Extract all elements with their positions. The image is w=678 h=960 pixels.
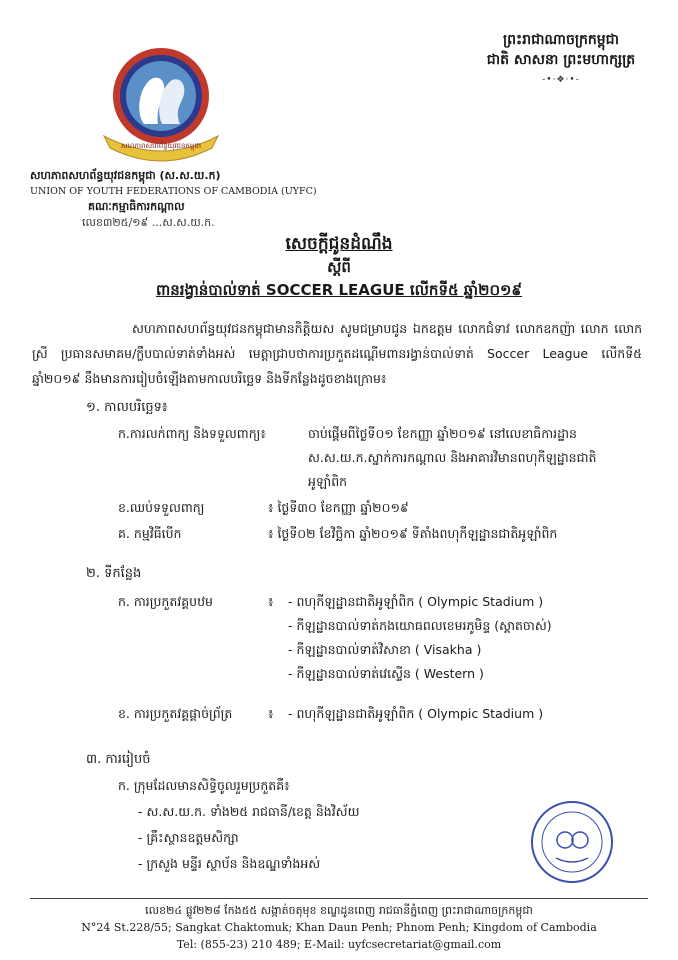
reference-number: លេខ៣២៥/១៩ ...ស.ស.យ.ក. bbox=[82, 216, 215, 229]
footer-address-en: N°24 St.228/55; Sangkat Chaktomuk; Khan Daun Penh; Phnom Penh; Kingdom of Cambodia bbox=[81, 921, 597, 934]
footer-contact: Tel: (855-23) 210 489; E-Mail: uyfcsecretariat@gmail.com bbox=[176, 938, 502, 951]
kingdom-line-1: ព្រះរាជាណាចក្រកម្ពុជា bbox=[502, 32, 619, 48]
title-subject: ពានរង្វាន់បាល់ទាត់ SOCCER LEAGUE លើកទី៥ ឆ្នាំ២០១៩ bbox=[155, 281, 523, 299]
footer-address-kh: លេខ២៤ ផ្លូវ២២៨ កែង៥៥ សង្កាត់ចតុមុខ ខណ្ឌដូនពេញ រាជធានីភ្នំពេញ ព្រះរាជាណាចក្រកម្ពុជា bbox=[145, 904, 533, 917]
venue-item-final: - ពហុកីឡដ្ឋានជាតិអូឡាំពិក ( Olympic Stadium ) bbox=[288, 706, 544, 721]
venue-item: - កីឡដ្ឋានបាល់ទាត់វិសាខា ( Visakha ) bbox=[288, 642, 482, 657]
participant-item: - ស.ស.យ.ក. ទាំង២៥ រាជធានី/ខេត្ត និងវិស័យ bbox=[138, 804, 360, 819]
s1-a-value-1: ចាប់ផ្តើមពីថ្ងៃទី០១ ខែកញ្ញា ឆ្នាំ២០១៩ នៅលេខាធិការដ្ឋាន bbox=[308, 426, 577, 441]
s2-a-label: ក. ការប្រកួតវគ្គបឋម bbox=[118, 594, 213, 609]
s2-b-label: ខ. ការប្រកួតវគ្គផ្តាច់ព្រ័ត្រ bbox=[118, 706, 233, 721]
kingdom-heading bbox=[466, 30, 656, 90]
s1-b-value: ៖ ថ្ងៃទី៣០ ខែកញ្ញា ឆ្នាំ២០១៩ bbox=[268, 500, 409, 515]
logo-ribbon-text: សហភាពសហព័ន្ធយុវជនកម្ពុជា bbox=[121, 142, 201, 150]
title-about: ស្តីពី bbox=[327, 258, 351, 276]
uyfc-logo bbox=[96, 44, 226, 164]
s2-b-colon: ៖ bbox=[268, 706, 274, 721]
organization-block bbox=[30, 168, 330, 231]
section-1-heading: ១. កាលបរិច្ឆេទ៖ bbox=[86, 400, 168, 415]
section-3-heading: ៣. ការរៀបចំ bbox=[86, 752, 151, 767]
s1-a-value-2: ស.ស.យ.ក.ស្នាក់ការកណ្តាល និងអាគារវិមានពហុកីឡដ្ឋានជាតិ bbox=[308, 450, 597, 465]
title-announcement: សេចក្តីជូនដំណឹង bbox=[285, 234, 393, 254]
venue-item: - កីឡដ្ឋានបាល់ទាត់វេស្ទើន ( Western ) bbox=[288, 666, 484, 681]
section-2-heading: ២. ទីកន្លែង bbox=[86, 566, 142, 581]
venue-item: - កីឡដ្ឋានបាល់ទាត់កងយោធពលខេមរភូមិន្ទ (ស្តាតចាស់) bbox=[288, 618, 552, 633]
org-department: គណៈកម្មាធិការកណ្តាល bbox=[88, 200, 185, 213]
s1-c-value: ៖ ថ្ងៃទី០២ ខែវិច្ឆិកា ឆ្នាំ២០១៩ ទីតាំងពហុកីឡដ្ឋានជាតិអូឡាំពិក bbox=[268, 526, 558, 541]
s1-a-value-3: អូឡាំពិក bbox=[308, 474, 348, 489]
participant-item: - គ្រឹះស្ថានឧត្តមសិក្សា bbox=[138, 830, 239, 845]
footer-divider bbox=[30, 898, 648, 899]
participant-item: - ក្រសួង មន្ទីរ ស្ថាប័ន និងឧណ្ឌទាំងអស់ bbox=[138, 856, 321, 871]
document-title bbox=[0, 232, 678, 302]
venue-item: - ពហុកីឡដ្ឋានជាតិអូឡាំពិក ( Olympic Stadium ) bbox=[288, 594, 544, 609]
kingdom-line-2: ជាតិ សាសនា ព្រះមហាក្សត្រ bbox=[486, 52, 636, 68]
kingdom-ornament: -•·❖·•- bbox=[542, 75, 580, 85]
official-stamp bbox=[530, 800, 614, 884]
s1-c-label: គ. កម្មវិធីបើក bbox=[118, 526, 182, 541]
s2-a-colon: ៖ bbox=[268, 594, 274, 609]
org-name-en: UNION OF YOUTH FEDERATIONS OF CAMBODIA (UYFC) bbox=[30, 186, 317, 197]
s1-b-label: ខ.ឈប់ទទួលពាក្យ bbox=[118, 500, 205, 515]
s1-a-label: ក.ការលក់ពាក្យ និងទទួលពាក្យ៖ bbox=[118, 426, 266, 441]
footer-address bbox=[0, 902, 678, 953]
s3-a-label: ក. ក្រុមដែលមានសិទ្ធិចូលរួមប្រកួតគឺ៖ bbox=[118, 778, 290, 793]
org-name-kh: សហភាពសហព័ន្ធយុវជនកម្ពុជា (ស.ស.យ.ក) bbox=[30, 169, 221, 182]
intro-paragraph: សហភាពសហព័ន្ធយុវជនកម្ពុជាមានកិត្តិយស សូមជម្រាបជូន ឯកឧត្តម លោកជំទាវ លោកឧកញ៉ា លោក លោកស្រី ប្រធានសមាគម/ក្លឹបបាល់ទាត់ទាំងអស់ មេត្តាជ្រាបថាការប្រកួតដណ្តើមពានរង្វាន់បាល់ទាត់ Soccer League លើកទី៥ ឆ្នាំ២០១៩ នឹងមានការរៀបចំឡើងតាមកាលបរិច្ឆេទ និងទីកន្លែងដូចខាងក្រោម៖ bbox=[32, 321, 642, 386]
